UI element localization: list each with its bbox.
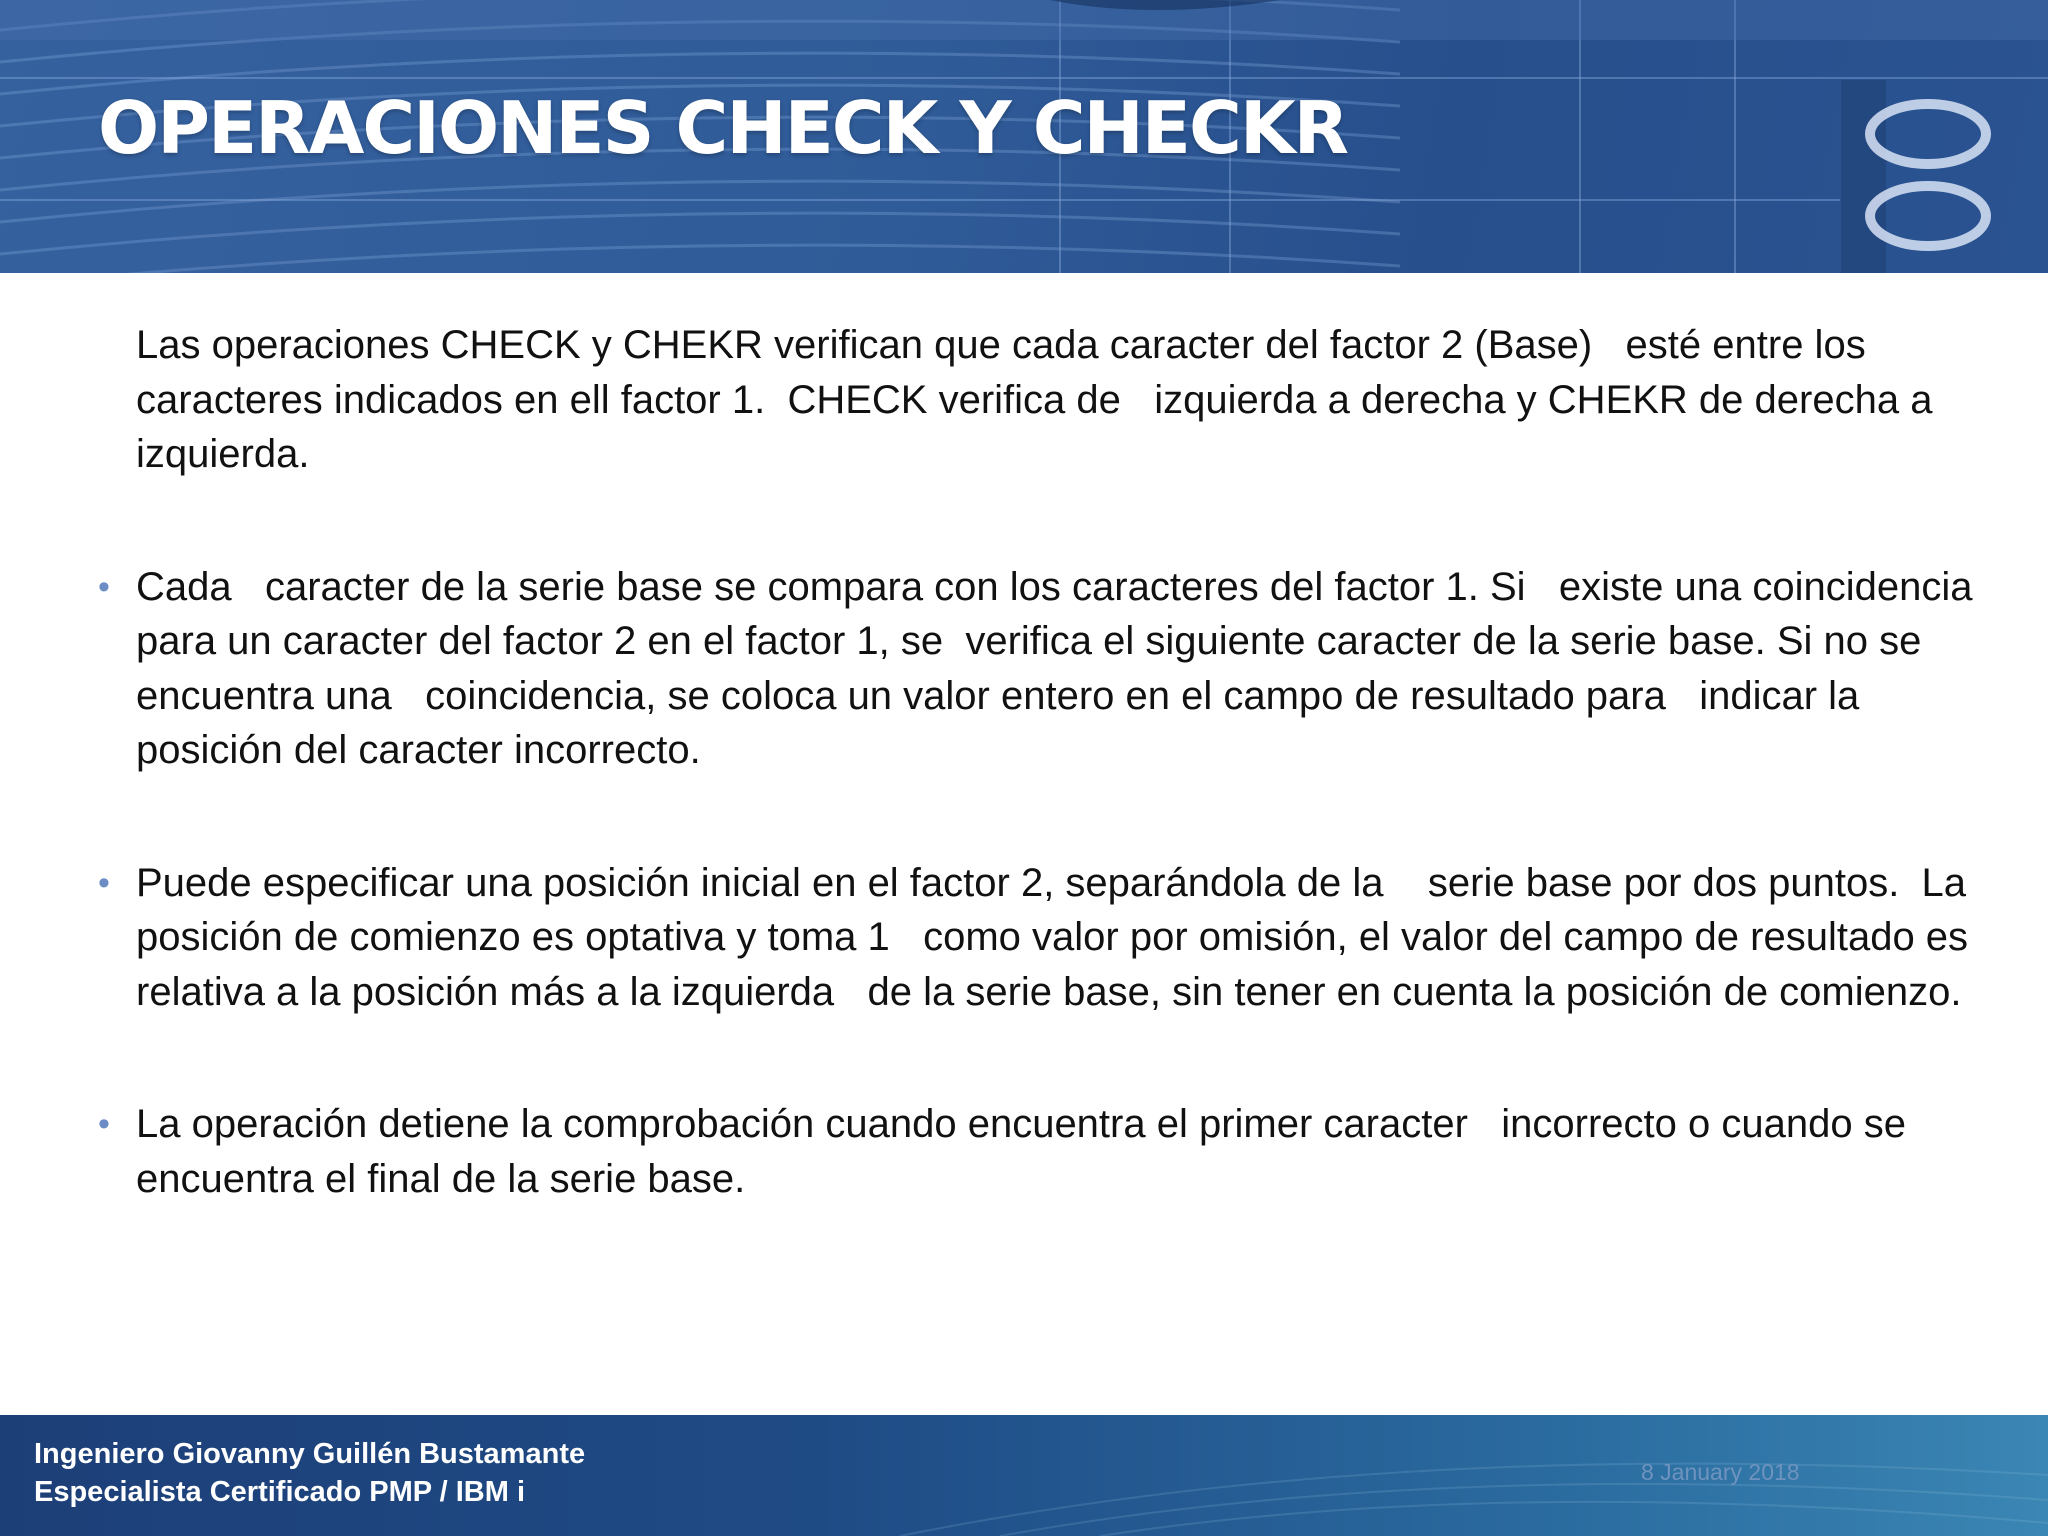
author-block [34,1435,585,1511]
bullet-icon: • [98,863,110,902]
header-banner [0,0,2048,273]
paragraph-text: Las operaciones CHECK y CHEKR verifican que cada caracter del factor 2 (Base) esté entre los caracteres indicados en ell factor 1. CHECK verifica de izquierda a derecha y CHEKR de derecha a izquierda. [136,323,1944,476]
bullet-icon: • [98,1105,110,1143]
slide-body [98,318,1984,1284]
paragraph-text: Cada caracter de la serie base se compara con los caracteres del factor 1. Si existe una coincidencia para un caracter del factor 2 en el factor 1, se verifica el siguiente caracter de la serie base. Si no se encuentra una coincidencia, se coloca un valor entero en el campo de resultado para indicar la posición del caracter incorrecto. [136,564,1984,772]
intro-paragraph [98,318,1978,482]
bullet-paragraph-2 [98,856,1978,1020]
slide-title: OPERACIONES CHECK Y CHECKR [98,86,1348,170]
author-name: Ingeniero Giovanny Guillén Bustamante [34,1438,586,1470]
paragraph-text: Puede especificar una posición inicial en el factor 2, separándola de la serie base por dos puntos. La posición de comienzo es optativa y toma 1 como valor por omisión, el valor del campo de resultado es relativa a la posición más a la izquierda de la serie base, sin tener en cuenta la posición de comienzo. [136,860,1980,1014]
bullet-paragraph-3 [98,1097,1978,1206]
slide-date: 8 January 2018 [1641,1459,1800,1485]
paragraph-text: La operación detiene la comprobación cuando encuentra el primer caracter incorrecto o cuando se encuentra el final de la serie base. [136,1102,1918,1201]
author-credential: Especialista Certificado PMP / IBM i [34,1476,526,1508]
bullet-paragraph-1 [98,560,1984,778]
footer-bar [0,1415,2048,1536]
bullet-icon: • [98,567,110,606]
